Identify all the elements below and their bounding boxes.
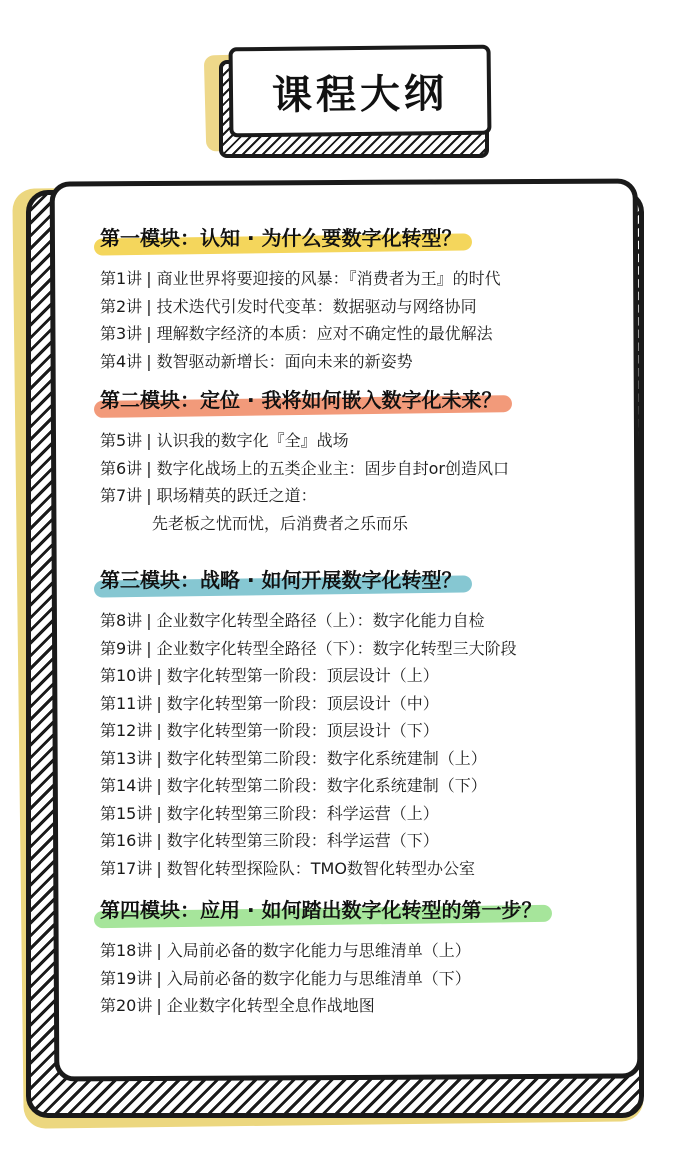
lesson-7-continuation: 先老板之忧而忧，后消费者之乐而乐 [152, 513, 409, 533]
separator: | [146, 638, 152, 658]
lesson-number: 第13讲 [100, 748, 153, 768]
separator: | [156, 748, 162, 768]
separator: | [146, 351, 152, 371]
lesson-19 [100, 965, 640, 993]
lesson-6 [100, 455, 640, 483]
lesson-title: 数字化转型第三阶段：科学运营（上） [166, 803, 439, 823]
lesson-number: 第20讲 [100, 996, 153, 1015]
page-title: 课程大纲 [271, 70, 449, 119]
lesson-16 [100, 827, 640, 855]
separator: | [156, 941, 162, 960]
separator: | [146, 458, 152, 478]
module-3 [100, 564, 640, 894]
separator: | [156, 803, 162, 823]
separator: | [156, 968, 162, 988]
separator: | [146, 431, 152, 450]
lesson-3 [100, 320, 640, 348]
lesson-title: 数字化转型第二阶段：数字化系统建制（下） [166, 776, 487, 795]
lesson-15 [100, 800, 640, 828]
lesson-title: 职场精英的跃迁之道： [156, 486, 317, 505]
separator: | [146, 611, 152, 630]
lesson-20 [100, 992, 640, 1020]
lesson-number: 第4讲 [100, 351, 143, 371]
title-plaque [205, 40, 495, 160]
lesson-title: 技术迭代引发时代变革：数据驱动与网络协同 [156, 296, 477, 316]
separator: | [156, 996, 162, 1015]
lesson-title: 入局前必备的数字化能力与思维清单（上） [166, 941, 471, 960]
lesson-10 [100, 662, 640, 690]
module-2-title: 第二模块：定位 · 我将如何嵌入数字化未来？ [100, 388, 502, 412]
module-1 [100, 222, 640, 384]
lesson-number: 第8讲 [100, 611, 143, 630]
separator: | [156, 721, 162, 740]
lesson-12 [100, 717, 640, 745]
lesson-9 [100, 635, 640, 663]
lesson-title: 企业数字化转型全路径（上）：数字化能力自检 [156, 611, 485, 630]
lesson-number: 第5讲 [100, 431, 143, 450]
lesson-number: 第19讲 [100, 968, 153, 988]
lesson-number: 第2讲 [100, 296, 143, 316]
module-2 [100, 384, 640, 564]
module-3-header [100, 564, 462, 593]
separator: | [156, 776, 162, 795]
module-4-header [100, 894, 542, 923]
lesson-2 [100, 293, 640, 321]
lesson-title: 数智驱动新增长：面向未来的新姿势 [156, 351, 413, 371]
separator: | [156, 831, 162, 850]
module-1-title: 第一模块：认知 · 为什么要数字化转型？ [100, 226, 462, 250]
lesson-8 [100, 607, 640, 635]
separator: | [146, 486, 152, 505]
lesson-18 [100, 937, 640, 965]
lesson-title: 数字化转型第一阶段：顶层设计（中） [166, 693, 439, 713]
syllabus-content [100, 222, 640, 1020]
lesson-title: 商业世界将要迎接的风暴：『消费者为王』的时代 [156, 269, 501, 288]
lesson-number: 第11讲 [100, 693, 153, 713]
lesson-number: 第3讲 [100, 324, 143, 343]
lesson-number: 第12讲 [100, 721, 153, 740]
lesson-number: 第16讲 [100, 831, 153, 850]
lesson-title: 理解数字经济的本质：应对不确定性的最优解法 [156, 324, 493, 343]
separator: | [146, 296, 152, 316]
separator: | [156, 858, 162, 878]
lesson-number: 第7讲 [100, 486, 143, 505]
title-box [229, 45, 492, 138]
module-2-header [100, 384, 502, 413]
lesson-4 [100, 348, 640, 376]
separator: | [146, 324, 152, 343]
lesson-number: 第1讲 [100, 269, 143, 288]
module-3-title: 第三模块：战略 · 如何开展数字化转型？ [100, 568, 462, 592]
module-4-title: 第四模块：应用 · 如何踏出数字化转型的第一步？ [100, 898, 542, 922]
lesson-1 [100, 265, 640, 293]
lesson-number: 第15讲 [100, 803, 153, 823]
lesson-title: 数字化战场上的五类企业主：固步自封or创造风口 [156, 458, 509, 478]
separator: | [156, 693, 162, 713]
lesson-17 [100, 855, 640, 883]
lesson-title: 企业数字化转型全路径（下）：数字化转型三大阶段 [156, 638, 517, 658]
lesson-number: 第6讲 [100, 458, 143, 478]
lesson-title: 企业数字化转型全息作战地图 [166, 996, 375, 1015]
lesson-13 [100, 745, 640, 773]
lesson-title: 入局前必备的数字化能力与思维清单（下） [166, 968, 471, 988]
lesson-title: 数字化转型第一阶段：顶层设计（下） [166, 721, 439, 740]
lesson-number: 第14讲 [100, 776, 153, 795]
lesson-title: 数字化转型第二阶段：数字化系统建制（上） [166, 748, 487, 768]
module-4 [100, 894, 640, 1020]
separator: | [146, 269, 152, 288]
lesson-5 [100, 427, 640, 455]
lesson-title: 认识我的数字化『全』战场 [156, 431, 349, 450]
lesson-7 [100, 482, 640, 510]
lesson-number: 第9讲 [100, 638, 143, 658]
lesson-11 [100, 690, 640, 718]
lesson-14 [100, 772, 640, 800]
module-1-header [100, 222, 462, 251]
lesson-title: 数字化转型第一阶段：顶层设计（上） [166, 666, 439, 685]
lesson-number: 第18讲 [100, 941, 153, 960]
lesson-number: 第10讲 [100, 666, 153, 685]
lesson-number: 第17讲 [100, 858, 153, 878]
lesson-title: 数智化转型探险队：TMO数智化转型办公室 [166, 858, 475, 878]
lesson-title: 数字化转型第三阶段：科学运营（下） [166, 831, 439, 850]
separator: | [156, 666, 162, 685]
